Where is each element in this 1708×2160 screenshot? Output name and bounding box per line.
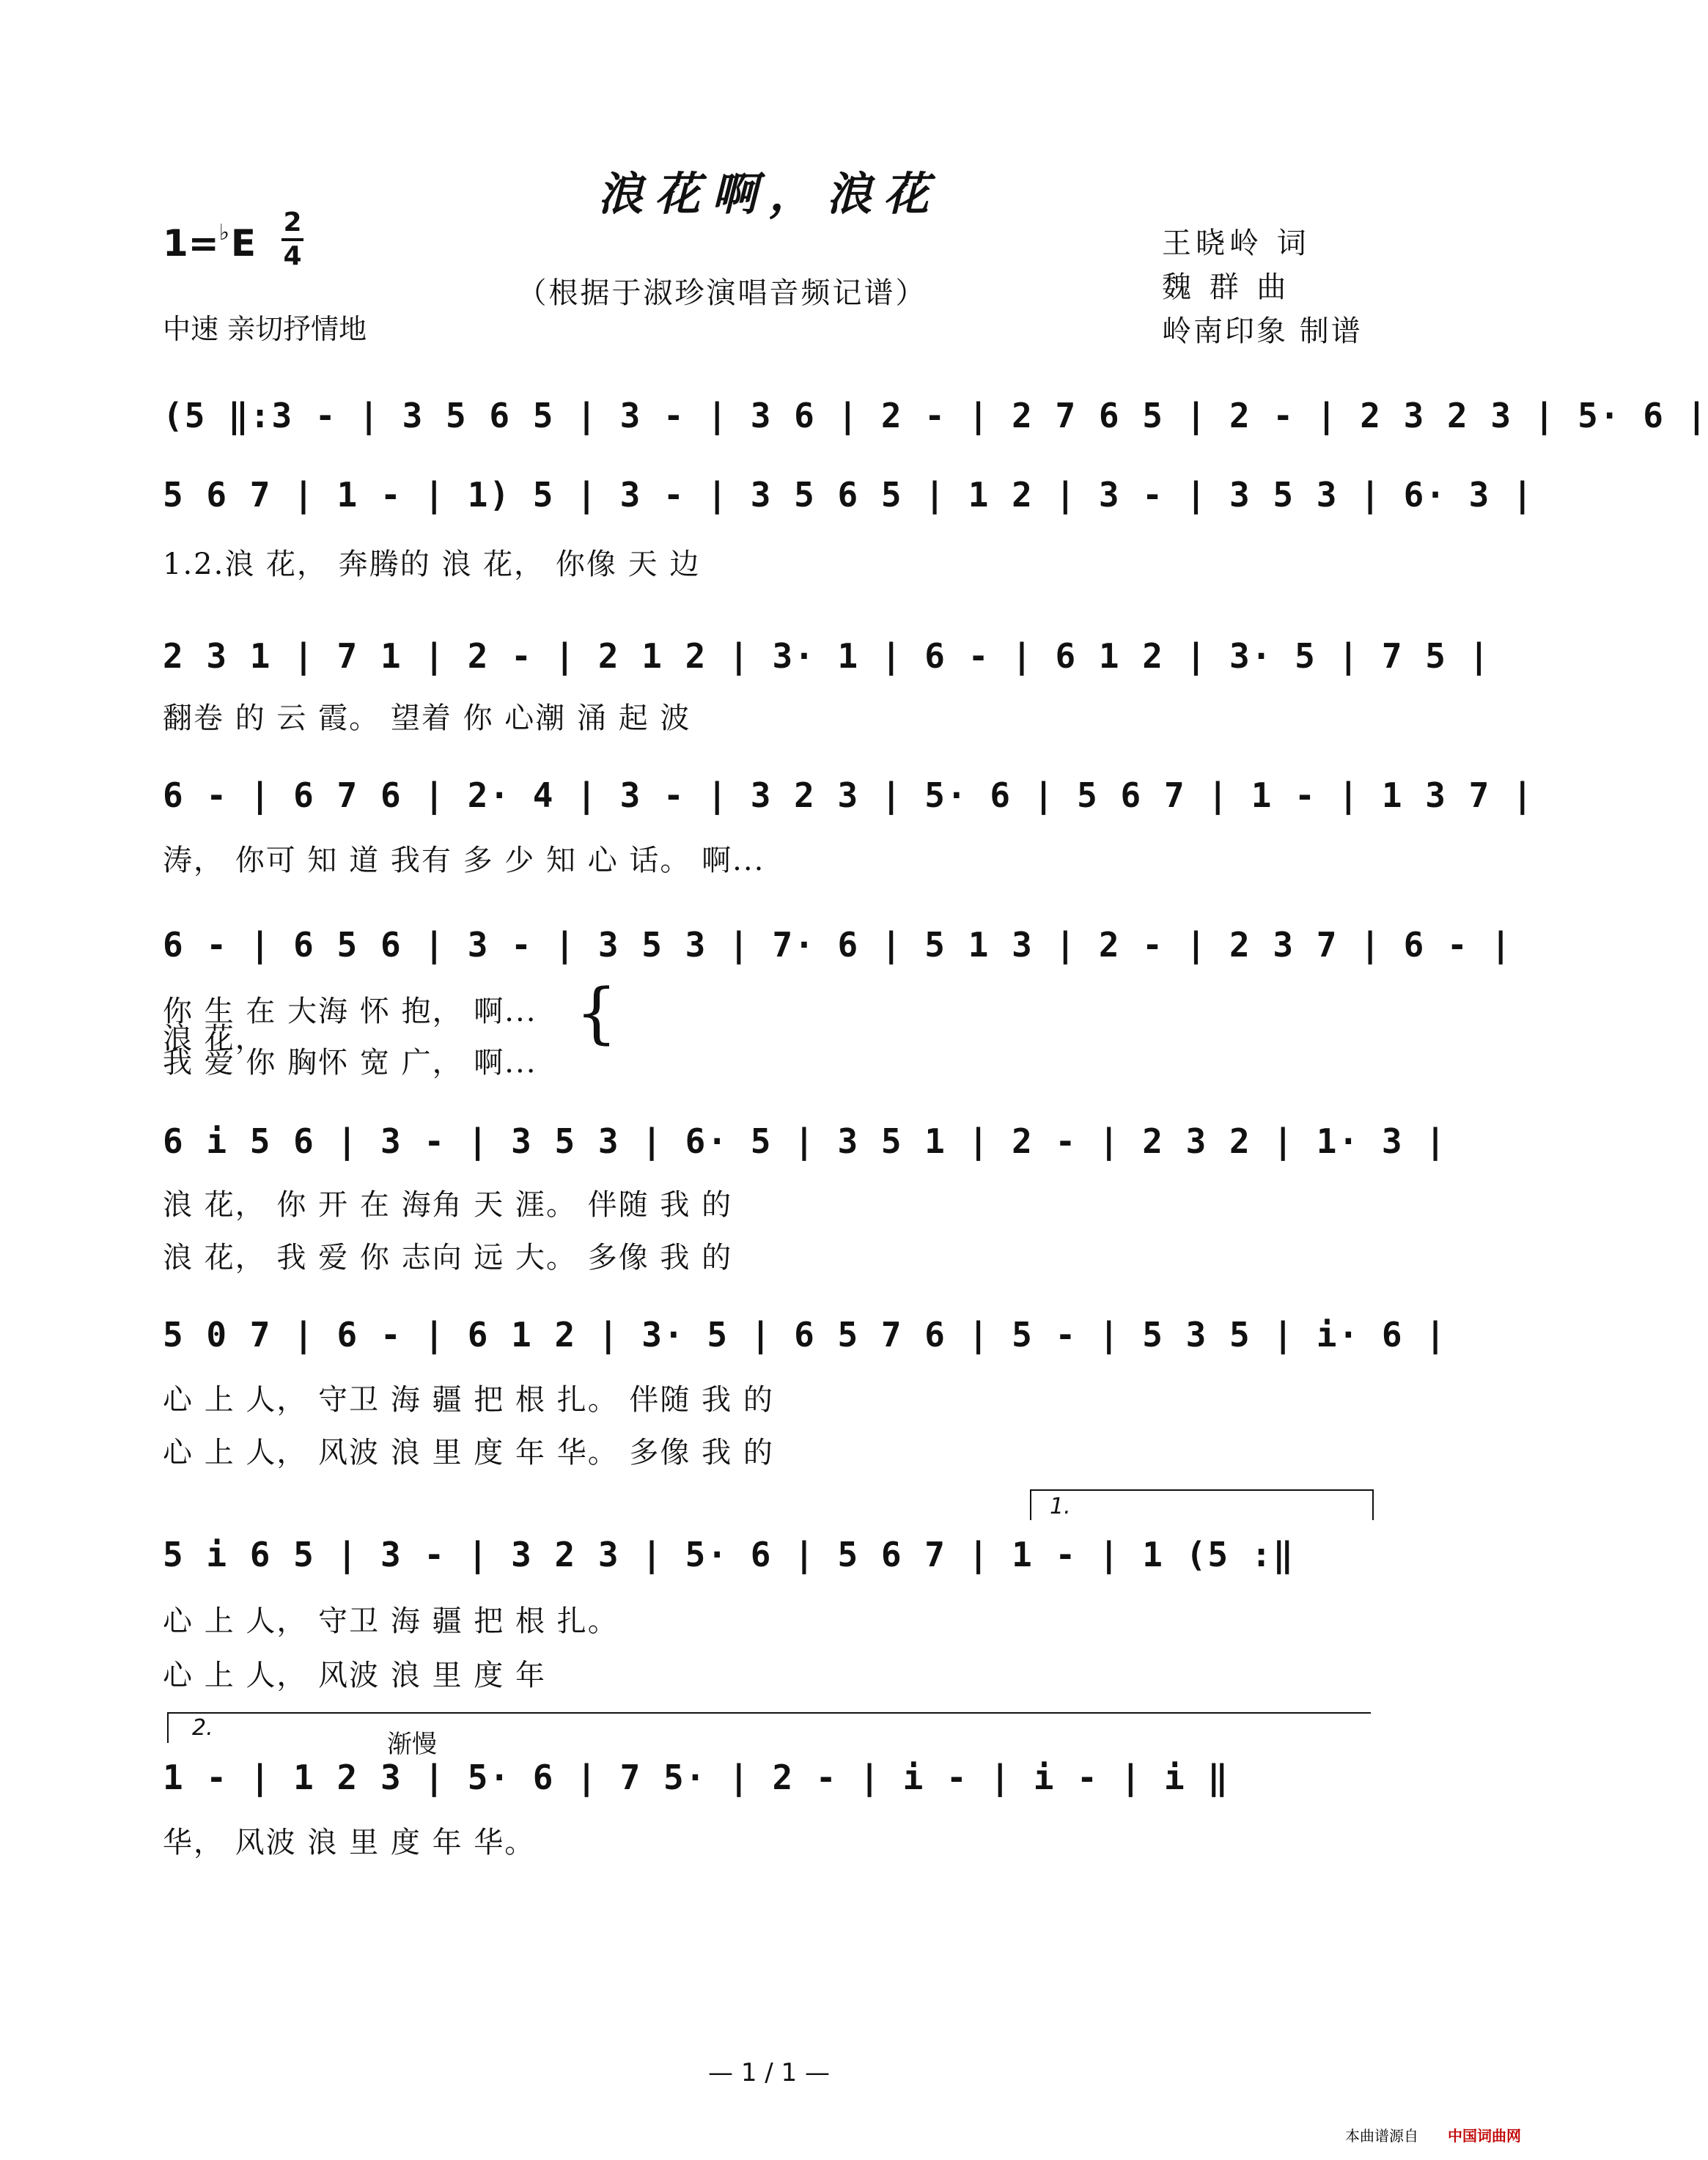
ritardando-marking: 渐慢 xyxy=(387,1730,437,1759)
lyrics-line-6a: 浪 花， 你 开 在 海角 天 涯。 伴随 我 的 xyxy=(163,1188,733,1222)
score-line-5: 6 - | 6 5 6 | 3 - | 3 5 3 | 7· 6 | 5 1 3 | 2 - | 2 3 7 | 6 - | xyxy=(163,925,1513,965)
lyrics-line-8a: 心 上 人， 守卫 海 疆 把 根 扎。 xyxy=(163,1604,619,1638)
lyrics-line-9: 华， 风波 浪 里 度 年 华。 xyxy=(163,1826,536,1859)
verse-brace: { xyxy=(575,975,618,1052)
flat-symbol: ♭ xyxy=(218,220,229,246)
tempo-marking: 中速 亲切抒情地 xyxy=(163,313,367,345)
time-signature xyxy=(281,209,303,270)
lyrics-line-8b: 心 上 人， 风波 浪 里 度 年 xyxy=(163,1659,547,1692)
source-site: 中国词曲网 xyxy=(1448,2127,1521,2145)
score-line-4: 6 - | 6 7 6 | 2· 4 | 3 - | 3 2 3 | 5· 6 | 5 6 7 | 1 - | 1 3 7 | xyxy=(163,775,1534,815)
lyrics-line-2: 1.2.浪 花， 奔腾的 浪 花， 你像 天 边 xyxy=(163,548,701,581)
lyrics-line-6b: 浪 花， 我 爱 你 志向 远 大。 多像 我 的 xyxy=(163,1241,733,1275)
song-title: 浪花啊，浪花 xyxy=(597,167,940,221)
volta-1-label: 1. xyxy=(1050,1494,1071,1519)
score-line-6: 6 i 5 6 | 3 - | 3 5 3 | 6· 5 | 3 5 1 | 2 - | 2 3 2 | 1· 3 | xyxy=(163,1121,1447,1161)
source-text: 本曲谱源自 xyxy=(1345,2127,1418,2145)
lyrics-line-5b: 我 爱 你 胸怀 宽 广， 啊... xyxy=(163,1046,537,1080)
lyrics-line-7b: 心 上 人， 风波 浪 里 度 年 华。 多像 我 的 xyxy=(163,1436,774,1470)
lyricist: 王晓岭 词 xyxy=(1162,226,1311,260)
score-line-1: (5 ‖:3 - | 3 5 6 5 | 3 - | 3 6 | 2 - | 2 7 6 5 | 2 - | 2 3 2 3 | 5· 6 | xyxy=(163,396,1708,435)
volta-2-bracket xyxy=(167,1712,1371,1743)
key-signature xyxy=(163,220,256,265)
lyrics-line-4: 涛， 你可 知 道 我有 多 少 知 心 话。 啊... xyxy=(163,844,765,877)
page-number: — 1 / 1 — xyxy=(708,2058,830,2087)
composer: 魏 群 曲 xyxy=(1162,270,1291,304)
key-letter: E xyxy=(230,222,256,265)
score-line-3: 2 3 1 | 7 1 | 2 - | 2 1 2 | 3· 1 | 6 - | 6 1 2 | 3· 5 | 7 5 | xyxy=(163,636,1491,676)
time-bottom: 4 xyxy=(283,241,302,271)
volta-1-bracket xyxy=(1030,1489,1374,1520)
lyrics-line-7a: 心 上 人， 守卫 海 疆 把 根 扎。 伴随 我 的 xyxy=(163,1383,774,1417)
score-line-9: 1 - | 1 2 3 | 5· 6 | 7 5· | 2 - | i - | i - | i ‖ xyxy=(163,1758,1230,1797)
score-line-2: 5 6 7 | 1 - | 1) 5 | 3 - | 3 5 6 5 | 1 2 | 3 - | 3 5 3 | 6· 3 | xyxy=(163,475,1534,515)
score-line-8: 5 i 6 5 | 3 - | 3 2 3 | 5· 6 | 5 6 7 | 1 - | 1 (5 :‖ xyxy=(163,1535,1295,1574)
arranger: 岭南印象 制谱 xyxy=(1162,314,1363,348)
lyrics-line-3: 翻卷 的 云 霞。 望着 你 心潮 涌 起 波 xyxy=(163,701,691,735)
lyrics-line-5-refrain: 浪 花， xyxy=(163,1022,266,1055)
score-line-7: 5 0 7 | 6 - | 6 1 2 | 3· 5 | 6 5 7 6 | 5 - | 5 3 5 | i· 6 | xyxy=(163,1315,1447,1354)
subtitle: （根据于淑珍演唱音频记谱） xyxy=(517,276,927,310)
key-label: 1= xyxy=(163,222,219,265)
lyrics-line-5a: 你 生 在 大海 怀 抱， 啊... xyxy=(163,995,537,1028)
time-top: 2 xyxy=(283,207,302,237)
volta-2-label: 2. xyxy=(192,1715,213,1741)
